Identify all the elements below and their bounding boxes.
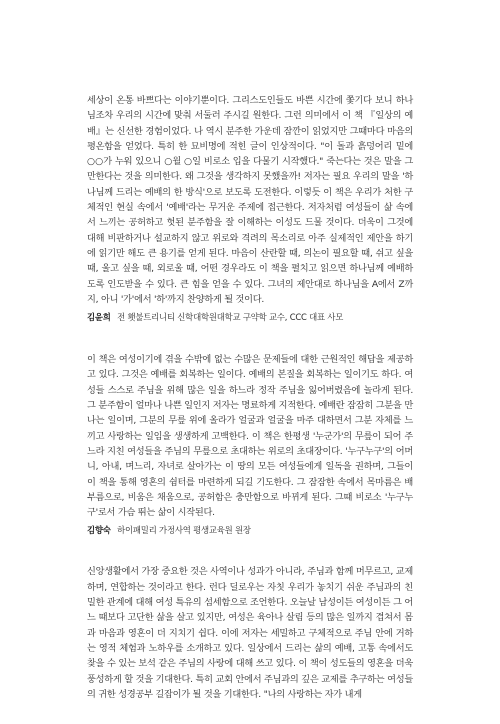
endorsement-text: 세상이 온통 바쁘다는 이야기뿐이다. 그리스도인들도 바쁜 시간에 쫓기다 보니 하나님조차 우리의 시간에 맞춰 서둘러 주시길 원한다. 그런 의미에서 이 책 『일상의 예배』는 신선한 경험이었다. 나 역시 분주한 가운데 잠깐이 읽었지만 그때마다 마음의 평온함을 얻었다. 특히 한 묘비명에 적힌 글이 인상적이다. "이 돌과 흙덩어리 밑에 ○○가 누워 있으니 ○월 ○일 비로소 입을 다물기 시작했다." 죽는다는 것은 말을 그만한다는 것을 의미한다. 왜 그것을 생각하지 못했을까! 저자는 필요 우리의 말을 '하나님께 드리는 예배의 한 방식'으로 보도록 도전한다. 이렇듯 이 책은 우리가 처한 구체적인 현실 속에서 '예배'라는 무거운 주제에 접근한다. 저자처럼 여성들이 삶 속에서 느끼는 공허하고 헛된 분주함을 잘 이해하는 이성도 드물 것이다. 더욱이 그것에 대해 비판하거나 설교하지 않고 위로와 격려의 목소리로 아주 실제적인 제안을 하기에 읽기만 해도 큰 용기를 얻게 된다. 마음이 산란할 때, 의논이 필요할 때, 쉬고 싶을 때, 울고 싶을 때, 외로울 때, 어떤 경우라도 이 책을 펼치고 읽으면 하나님께 예배하도록 인도받을 수 있다. 큰 힘을 얻을 수 있다. 그녀의 제안대로 하나님을 A에서 Z까지, 아니 '가'에서 '하'까지 찬양하게 될 것이다. [87,95,413,305]
endorser-line [87,311,413,323]
endorsement-text: 이 책은 여성이기에 겪을 수밖에 없는 수많은 문제들에 대한 근원적인 해답을 제공하고 있다. 그것은 예배를 회복하는 일이다. 예배의 본질을 회복하는 일이기도 하다. 여성들 스스로 주님을 위해 많은 일을 하느라 정작 주님을 잃어버렸음에 놀라게 된다. 그 분주함이 얼마나 나쁜 일인지 저자는 명료하게 지적한다. 예배란 잠잠히 그분을 만나는 일이며, 그분의 무릎 위에 올라가 얼굴과 얼굴을 마주 대하면서 그분 자체를 느끼고 사랑하는 일임을 생생하게 고백한다. 이 책은 한평생 '누군가'의 무릎이 되어 주느라 지친 여성들을 주님의 무릎으로 초대하는 위로의 초대장이다. '누구누구'의 어머니, 아내, 며느리, 자녀로 살아가는 이 땅의 모든 여성들에게 일독을 권하며, 그들이 이 책을 통해 영혼의 쉼터를 마련하게 되길 기도한다. 그 잠잠한 속에서 목마름은 배부름으로, 비움은 채움으로, 공허함은 충만함으로 바뀌게 된다. 그때 비로소 '누구누구'로서 가슴 뛰는 삶이 시작된다. [87,354,413,519]
section-spacer [87,536,413,564]
endorser-title: 하이패밀리 가정사역 평생교육원 원장 [117,525,251,536]
endorsement-1 [87,93,413,323]
endorser-line [87,524,413,536]
endorser-name: 김윤희 [87,312,111,323]
endorsement-3 [87,564,413,702]
endorser-name: 김향숙 [87,525,111,536]
section-spacer [87,323,413,352]
endorsement-text: 신앙생활에서 가장 중요한 것은 사역이나 성과가 아니라, 주님과 함께 머무르고, 교제하며, 연합하는 것이라고 한다. 런다 딜로우는 자칫 우리가 놓치기 쉬운 주님과의 친밀한 관계에 대해 여성 특유의 섬세함으로 조언한다. 오늘날 남성이든 여성이든 그 어느 때보다 고단한 삶을 살고 있지만, 여성은 육아나 살림 등의 많은 일까지 겹쳐서 몸과 마음과 영혼이 더 지치기 쉽다. 이에 저자는 세밀하고 구체적으로 주님 안에 거하는 영적 체험과 노하우를 소개하고 있다. 일상에서 드리는 삶의 예배, 고통 속에서도 찾을 수 있는 보석 같은 주님의 사랑에 대해 쓰고 있다. 이 책이 성도들의 영혼을 더욱 풍성하게 할 것을 기대한다. 특히 교회 안에서 주님과의 깊은 교제를 추구하는 여성들의 귀한 성경공부 길잡이가 될 것을 기대한다. "나의 사랑하는 자가 내게 [87,566,413,700]
endorser-title: 전 횃불트리니티 신학대학원대학교 구약학 교수, CCC 대표 사모 [117,312,344,323]
endorsement-2 [87,352,413,536]
